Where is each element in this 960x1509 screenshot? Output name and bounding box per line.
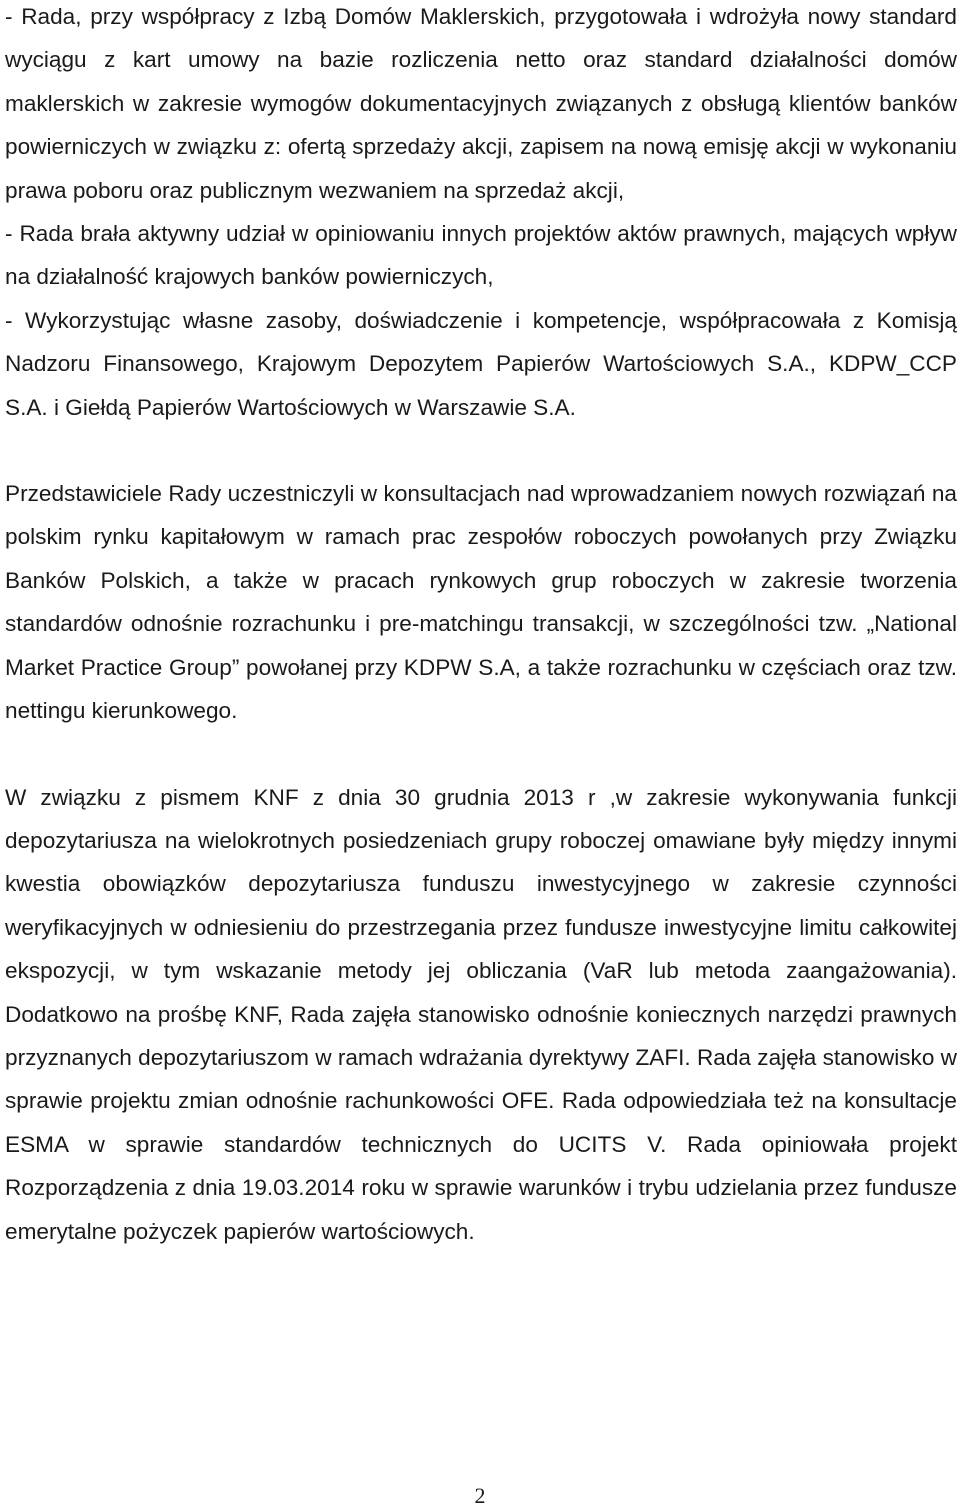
page-number: 2 — [474, 1483, 486, 1508]
paragraph-standard-wyciagu: - Rada, przy współpracy z Izbą Domów Maklerskich, przygotowała i wdrożyła nowy standard wyciągu z kart umowy na bazie rozliczenia netto oraz standard działalności domów maklerskich w zakresie wymogów dokumentacyjnych związanych z obsługą klientów banków powierniczych w związku z: ofertą sprzedaży akcji, zapisem na nową emisję akcji w wykonaniu prawa poboru oraz publicznym wezwaniem na sprzedaż akcji, — [5, 4, 957, 203]
paragraph-konsultacje: Przedstawiciele Rady uczestniczyli w konsultacjach nad wprowadzaniem nowych rozwiązań na polskim rynku kapitałowym w ramach prac zespołów roboczych powołanych przy Związku Banków Polskich, a także w pracach rynkowych grup roboczych w zakresie tworzenia standardów odnośnie rozrachunku i pre-matchingu transakcji, w szczególności tzw. „National Market Practice Group” powołanej przy KDPW S.A, a także rozrachunku w częściach oraz tzw. nettingu kierunkowego. — [5, 481, 957, 724]
paragraph-opiniowanie-aktow: - Rada brała aktywny udział w opiniowaniu innych projektów aktów prawnych, mających wpływ na działalność krajowych banków powierniczych, — [5, 221, 957, 290]
paragraph-wspolpraca-knf: - Wykorzystując własne zasoby, doświadczenie i kompetencje, współpracowała z Komisją Nadzoru Finansowego, Krajowym Depozytem Papierów Wartościowych S.A., KDPW_CCP S.A. i Giełdą Papierów Wartościowych w Warszawie S.A. — [5, 307, 957, 420]
document-page — [5, 0, 957, 1253]
paragraph-pismo-knf: W związku z pismem KNF z dnia 30 grudnia 2013 r ,w zakresie wykonywania funkcji depozytariusza na wielokrotnych posiedzeniach grupy roboczej omawiane były między innymi kwestia obowiązków depozytariusza funduszu inwestycyjnego w zakresie czynności weryfikacyjnych w odniesieniu do przestrzegania przez fundusze inwestycyjne limitu całkowitej ekspozycji, w tym wskazanie metody jej obliczania (VaR lub metoda zaangażowania). Dodatkowo na prośbę KNF, Rada zajęła stanowisko odnośnie koniecznych narzędzi prawnych przyznanych depozytariuszom w ramach wdrażania dyrektywy ZAFI. Rada zajęła stanowisko w sprawie projektu zmian odnośnie rachunkowości OFE. Rada odpowiedziała też na konsultacje ESMA w sprawie standardów technicznych do UCITS V. Rada opiniowała projekt Rozporządzenia z dnia 19.03.2014 roku w sprawie warunków i trybu udzielania przez fundusze emerytalne pożyczek papierów wartościowych. — [5, 784, 957, 1244]
